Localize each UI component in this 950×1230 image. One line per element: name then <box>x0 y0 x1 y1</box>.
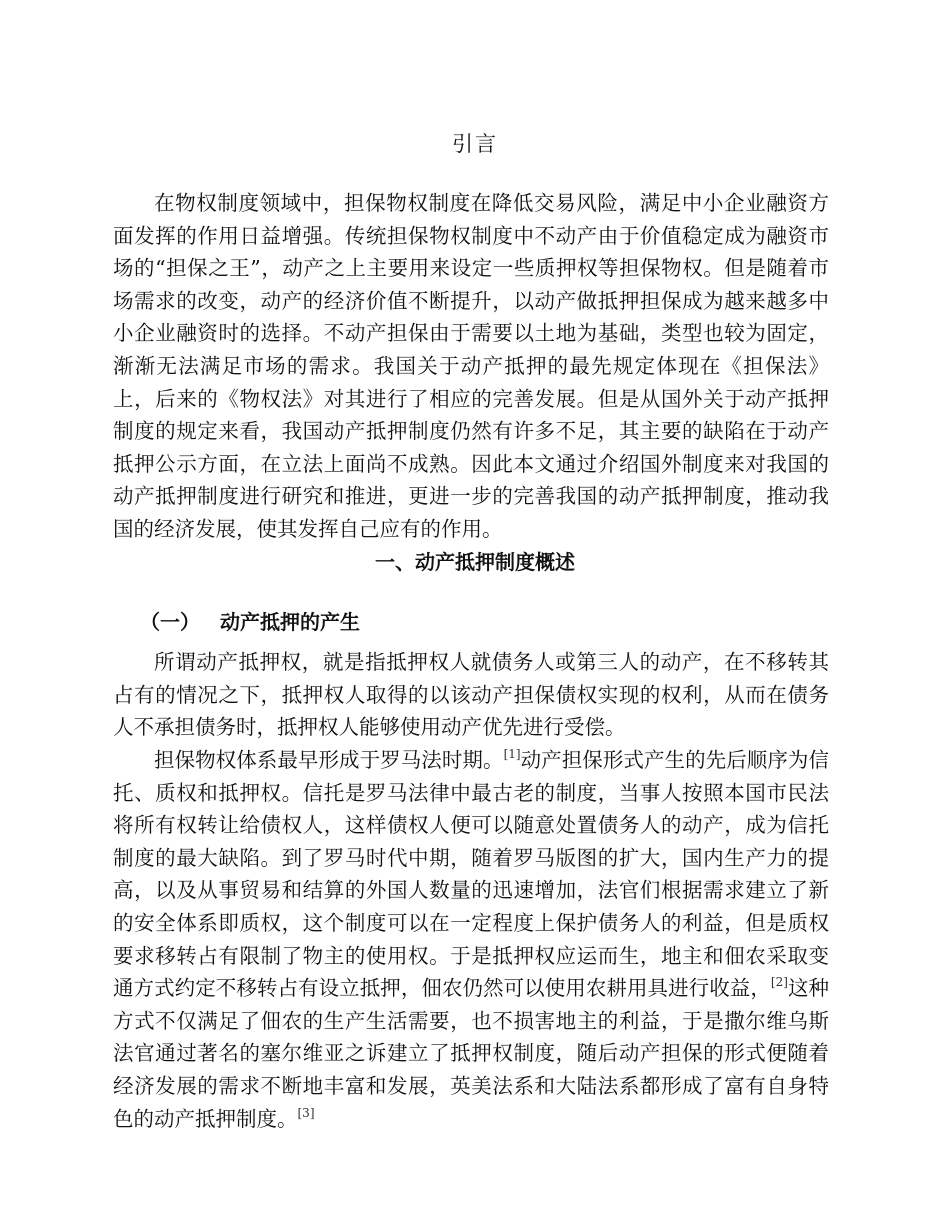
page-title: 引言 <box>452 132 498 156</box>
history-text-1: 担保物权体系最早形成于罗马法时期。 <box>154 748 504 772</box>
subsection-heading <box>140 606 360 635</box>
section-heading: 一、动产抵押制度概述 <box>375 550 575 574</box>
history-text-2: 动产担保形式产生的先后顺序为信托、质权和抵押权。信托是罗马法律中最古老的制度，当事人按照本国市民法将所有权转让给债权人，这样债权人便可以随意处置债务人的动产，成为信托制度的最大缺陷。到了罗马时代中期，随着罗马版图的扩大，国内生产力的提高，以及从事贸易和结算的外国人数量的迅速增加，法官们根据需求建立了新的安全体系即质权，这个制度可以在一定程度上保护债务人的利益，但是质权要求移转占有限制了物主的使用权。于是抵押权应运而生，地主和佃农采取变通方式约定不移转占有设立抵押，佃农仍然可以使用农耕用具进行收益， <box>113 748 829 1001</box>
footnote-ref-2[interactable]: [2] <box>770 975 788 990</box>
footnote-ref-3[interactable]: [3] <box>297 1105 315 1120</box>
subsection-title: 动产抵押的产生 <box>220 610 360 634</box>
subsection-number: （一） <box>140 610 200 634</box>
history-text-3: 这种方式不仅满足了佃农的生产生活需要，也不损害地主的利益，于是撒尔维乌斯法官通过著名的塞尔维亚之诉建立了抵押权制度，随后动产担保的形式便随着经济发展的需求不断地丰富和发展，英美法系和大陆法系都形成了富有自身特色的动产抵押制度。 <box>113 976 830 1131</box>
footnote-ref-1[interactable]: [1] <box>503 747 521 761</box>
definition-paragraph: 所谓动产抵押权，就是指抵押权人就债务人或第三人的动产，在不移转其占有的情况之下，抵押权人取得的以该动产担保债权实现的权利，从而在债务人不承担债务时，抵押权人能够使用动产优先进行受偿。 <box>113 650 829 740</box>
history-paragraph <box>113 744 829 1135</box>
intro-paragraph: 在物权制度领域中，担保物权制度在降低交易风险，满足中小企业融资方面发挥的作用日益增强。传统担保物权制度中不动产由于价值稳定成为融资市场的“担保之王”，动产之上主要用来设定一些质押权等担保物权。但是随着市场需求的改变，动产的经济价值不断提升，以动产做抵押担保成为越来越多中小企业融资时的选择。不动产担保由于需要以土地为基础，类型也较为固定，渐渐无法满足市场的需求。我国关于动产抵押的最先规定体现在《担保法》上，后来的《物权法》对其进行了相应的完善发展。但是从国外关于动产抵押制度的规定来看，我国动产抵押制度仍然有许多不足，其主要的缺陷在于动产抵押公示方面，在立法上面尚不成熟。因此本文通过介绍国外制度来对我国的动产抵押制度进行研究和推进，更进一步的完善我国的动产抵押制度，推动我国的经济发展，使其发挥自己应有的作用。 <box>113 191 829 541</box>
